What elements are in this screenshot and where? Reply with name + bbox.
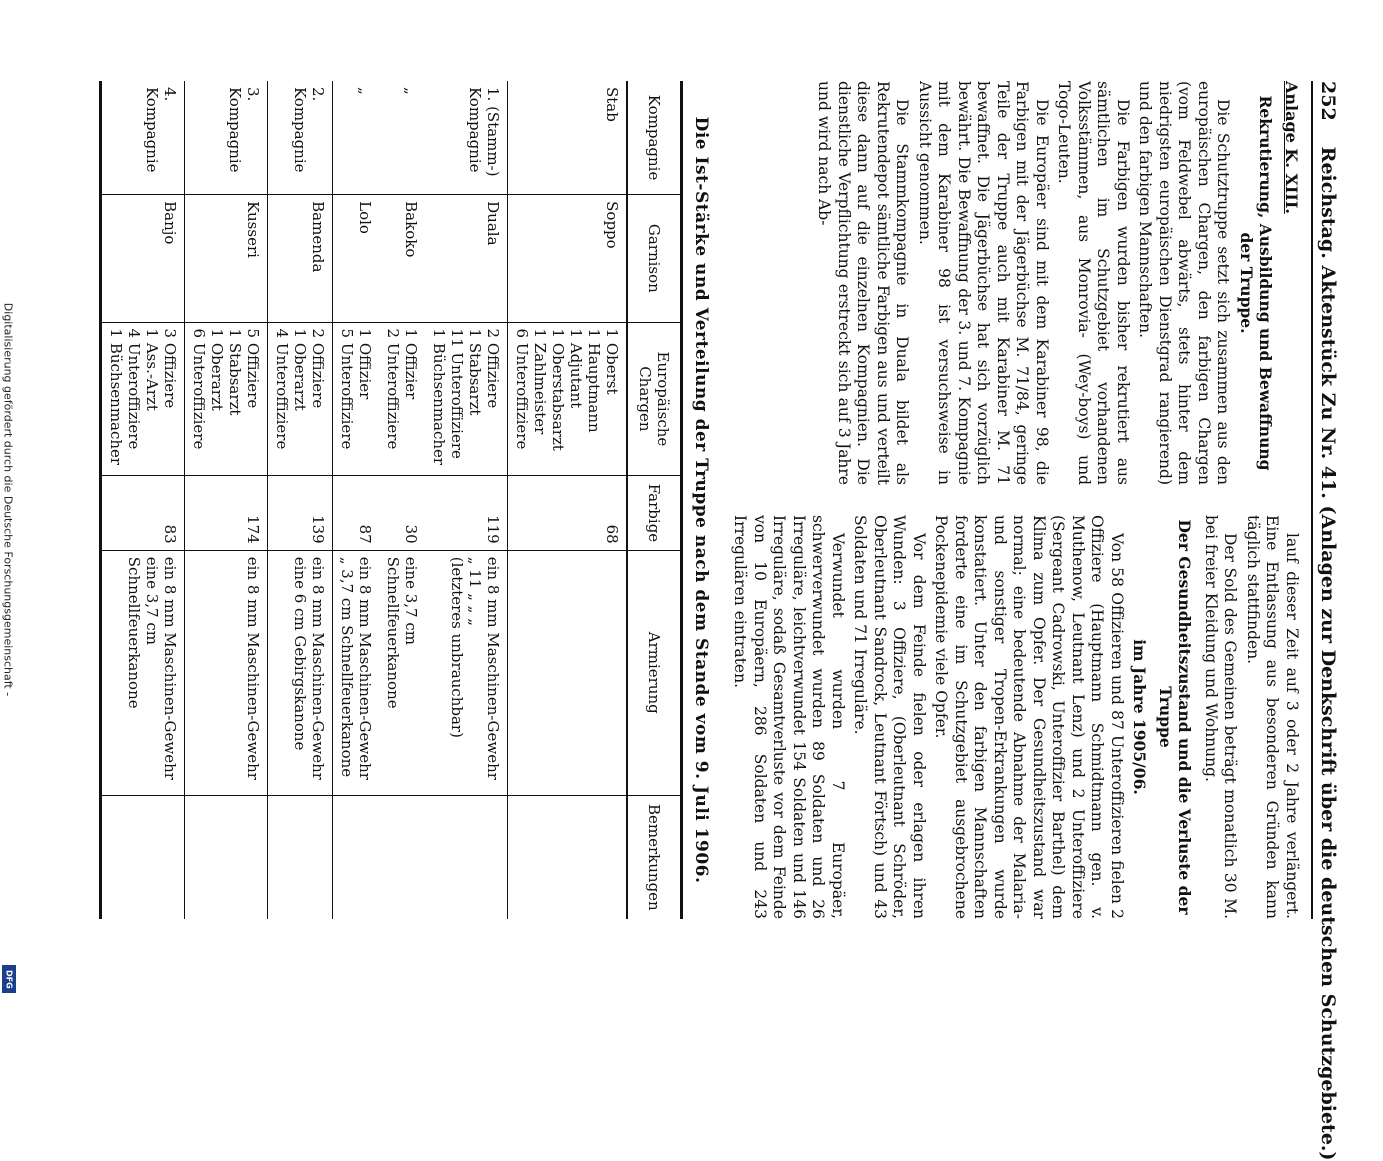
cell-european: 2 Offiziere 1 Stabsarzt 11 Unteroffiziere 1 Büchsenmacher — [425, 322, 508, 476]
header-armament: Armierung — [627, 550, 682, 795]
cell-remarks — [379, 795, 425, 919]
left-paragraph-1: Die Schutztruppe setzt sich zusammen aus den europäischen Chargen, den farbigen Chargen (vom Feldwebel abwärts, stets hinter dem niedrigsten europäischen Dienstgrad rangierend) und den farbigen Mannschaften. — [1136, 81, 1232, 485]
digitization-credit: Digitalisierung gefördert durch die Deutsche Forschungsgemeinschaft - — [1, 302, 15, 697]
left-paragraph-3: Die Europäer sind mit dem Karabiner 98, die Farbigen mit der Jägerbüchse M. 71/84, geringe Teile der Truppe auch mit Karabiner M. 71 bewaffnet. Die Jägerbüchse hat sich vorzüglich bewährt. Die Bewaffnung der 3. und 7. Kompagnie mit dem Karabiner 98 ist versuchsweise in Aussicht genommen. — [915, 81, 1051, 485]
cell-european: 2 Offiziere 1 Oberarzt 4 Unteroffiziere — [267, 322, 332, 476]
cell-armament: ein 8 mm Maschinen-Gewehr eine 3,7 cm Schnellfeuerkanone — [100, 550, 184, 795]
header-colored: Farbige — [627, 476, 682, 550]
table-row — [100, 81, 184, 919]
right-paragraph-2: Der Sold des Gemeinen beträgt monatlich 30 M. bei freier Kleidung und Wohnung. — [1201, 515, 1239, 919]
cell-company: 4. Kompagnie — [100, 81, 184, 195]
cell-garrison: Bamenda — [267, 195, 332, 322]
page-source: Reichstag. Aktenstück Zu Nr. 41. (Anlagen zur Denkschrift über die deutschen Schutzgebiete.) — [1316, 146, 1339, 1161]
right-paragraph-5: Verwundet wurden 7 Europäer, schwerverwundet wurden 89 Soldaten und 26 Irreguläre, leichtverwundet 154 Soldaten und 146 Irreguläre, sodaß Gesamtverluste vor dem Feinde von 10 Europäern, 286 Soldaten und 243 Irregulären eintraten. — [731, 515, 847, 919]
cell-armament — [507, 550, 627, 795]
cell-garrison: Kusseri — [184, 195, 267, 322]
header-european: Europäische Chargen — [627, 322, 682, 476]
table-header-row — [627, 81, 682, 919]
table-row — [507, 81, 627, 919]
table-row — [267, 81, 332, 919]
table-row — [332, 81, 379, 919]
cell-company: „ — [355, 87, 374, 95]
cell-garrison: Duala — [425, 195, 508, 322]
table-body — [100, 81, 627, 919]
dfg-logo: DFG — [2, 965, 16, 993]
cell-armament: eine 3,7 cm Schnellfeuerkanone — [379, 550, 425, 795]
cell-garrison: Bakoko — [379, 195, 425, 322]
cell-company: „ — [401, 87, 420, 95]
cell-remarks — [267, 795, 332, 919]
table-row — [425, 81, 508, 919]
right-paragraph-3: Von 58 Offizieren und 87 Unteroffizieren fielen 2 Offiziere (Hauptmann Schmidtmann gen. v. Muthenow, Leutnant Lenz) und 2 Unteroffiziere (Sergeant Cadrowski, Unteroffizier Barthel) dem Klima zum Opfer. Der Gesundheitszustand war normal; eine bedeutende Abnahme der Malaria- und sonstiger Tropen-Erkrankungen wurde konstatiert. Unter den farbigen Mannschaften forderte eine im Schutzgebiet ausgebrochene Pockenepidemie viele Opfer. — [932, 515, 1126, 919]
cell-garrison: Banjo — [100, 195, 184, 322]
cell-company: 2. Kompagnie — [267, 81, 332, 195]
annex-label: Anlage K. XIII. — [1281, 81, 1301, 214]
cell-european: 5 Offiziere 1 Stabsarzt 1 Oberarzt 6 Unteroffiziere — [184, 322, 267, 476]
right-paragraph-4: Vor dem Feinde fielen oder erlagen ihren Wunden: 3 Offiziere, (Oberleutnant Schröder, Oberleutnant Sandrock, Leutnant Förtsch) und 43 Soldaten und 71 Irreguläre. — [851, 515, 928, 919]
cell-remarks — [425, 795, 508, 919]
cell-company: 1. (Stamm-) Kompagnie — [425, 81, 508, 195]
cell-colored: 174 — [184, 476, 267, 550]
page-header — [1311, 81, 1339, 1161]
troop-strength-table — [99, 81, 683, 919]
left-paragraph-2: Die Farbigen wurden bisher rekrutiert aus sämtlichen im Schutzgebiet vorhandenen Volksstämmen, aus Monrovia- (Wey-boys) und Togo-Leuten. — [1055, 81, 1132, 485]
health-heading-2: im Jahre 1905/06. — [1130, 639, 1149, 795]
cell-colored: 139 — [267, 476, 332, 550]
cell-garrison: Soppo — [507, 195, 627, 322]
page-number: 252 — [1316, 81, 1339, 121]
table-title: Die Ist-Stärke und Verteilung der Truppe nach dem Stande vom 9. Juli 1906. — [690, 116, 711, 884]
cell-remarks — [332, 795, 379, 919]
cell-armament: ein 8 mm Maschinen-Gewehr „ 3,7 cm Schnellfeuerkanone — [332, 550, 379, 795]
left-column — [727, 81, 1301, 485]
cell-garrison: Lolo — [332, 195, 379, 322]
cell-company: Stab — [507, 81, 627, 195]
cell-remarks — [184, 795, 267, 919]
cell-colored: 68 — [507, 476, 627, 550]
cell-company: 3. Kompagnie — [184, 81, 267, 195]
cell-european: 1 Oberst 1 Hauptmann 1 Adjutant 1 Oberstabsarzt 1 Zahlmeister 6 Unteroffiziere — [507, 322, 627, 476]
header-company: Kompagnie — [627, 81, 682, 195]
health-heading-1: Der Gesundheitszustand und die Verluste der Truppe — [1155, 519, 1194, 915]
cell-european: 3 Offiziere 1 Ass.-Arzt 4 Unteroffiziere 1 Büchsenmacher — [100, 322, 184, 476]
cell-armament: ein 8 mm Maschinen-Gewehr eine 6 cm Gebirgskanone — [267, 550, 332, 795]
left-heading: Rekrutierung, Ausbildung und Bewaffnung der Truppe. — [1236, 95, 1275, 471]
cell-colored: 119 — [425, 476, 508, 550]
cell-european: 1 Offizier 5 Unteroffiziere — [332, 322, 379, 476]
header-remarks: Bemerkungen — [627, 795, 682, 919]
cell-armament: ein 8 mm Maschinen-Gewehr — [184, 550, 267, 795]
table-row — [184, 81, 267, 919]
cell-colored: 87 — [332, 476, 379, 550]
cell-remarks — [507, 795, 627, 919]
cell-armament: ein 8 mm Maschinen-Gewehr „ 11 „ „ „ (letzteres unbrauchbar) — [425, 550, 508, 795]
cell-colored: 30 — [379, 476, 425, 550]
left-paragraph-4: Die Stammkompagnie in Duala bildet als Rekrutendepot sämtliche Farbigen aus und verteilt diese dann auf die einzelnen Kompagnien. Die dienstliche Verpflichtung erstreckt sich auf 3 Jahre und wird nach Ab- — [815, 81, 911, 485]
header-garrison: Garnison — [627, 195, 682, 322]
table-row — [379, 81, 425, 919]
cell-colored: 83 — [100, 476, 184, 550]
right-paragraph-1: lauf dieser Zeit auf 3 oder 2 Jahre verlängert. Eine Entlassung aus besonderen Gründen kann täglich stattfinden. — [1243, 515, 1301, 919]
cell-remarks — [100, 795, 184, 919]
right-column — [727, 515, 1301, 919]
rotated-document-page — [17, 35, 1367, 1161]
cell-european: 1 Offizier 2 Unteroffiziere — [379, 322, 425, 476]
text-columns — [727, 81, 1301, 919]
